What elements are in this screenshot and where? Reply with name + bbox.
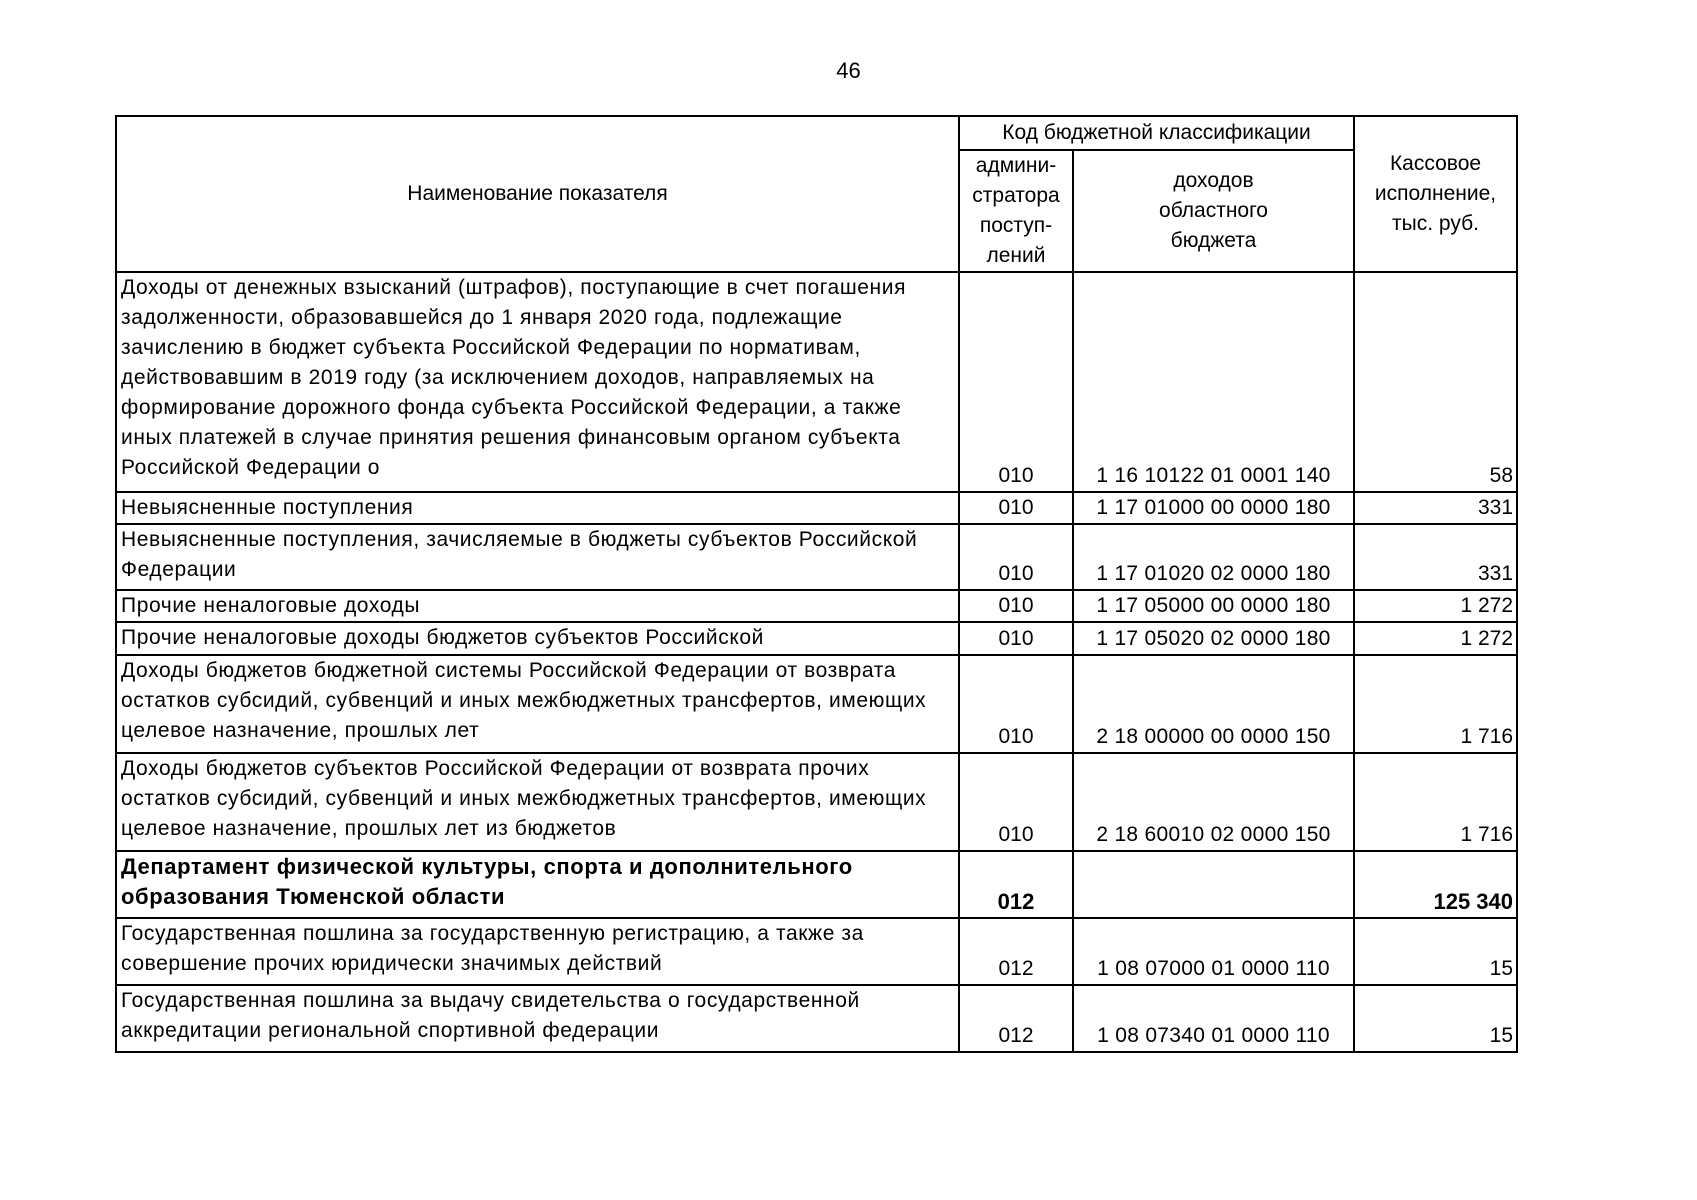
row-admin-code: 010	[959, 753, 1073, 851]
header-admin-line: админи-	[975, 154, 1057, 177]
row-amount: 58	[1354, 272, 1517, 492]
table-row-department	[116, 851, 1517, 918]
row-amount: 331	[1354, 524, 1517, 590]
row-budget-code: 1 17 01000 00 0000 180	[1073, 492, 1354, 524]
row-budget-code: 1 08 07340 01 0000 110	[1073, 985, 1354, 1052]
row-amount: 125 340	[1354, 851, 1517, 918]
table-row	[116, 272, 1517, 492]
row-admin-code: 012	[959, 851, 1073, 918]
row-amount: 1 272	[1354, 622, 1517, 655]
row-name: Доходы бюджетов субъектов Российской Федерации от возврата прочих остатков субсидий, субвенций и иных межбюджетных трансфертов, имеющих целевое назначение, прошлых лет из бюджетов	[116, 753, 959, 851]
table-row	[116, 590, 1517, 622]
table-row	[116, 985, 1517, 1052]
row-name: Доходы от денежных взысканий (штрафов), поступающие в счет погашения задолженности, образовавшейся до 1 января 2020 года, подлежащие зачислению в бюджет субъекта Российской Федерации по нормативам, действовавшим в 2019 году (за исключением доходов, направляемых на формирование дорожного фонда субъекта Российской Федерации, а также иных платежей в случае принятия решения финансовым органом субъекта Российской Федерации о	[116, 272, 959, 492]
row-name: Прочие неналоговые доходы	[116, 590, 959, 622]
row-admin-code: 010	[959, 622, 1073, 655]
row-name: Департамент физической культуры, спорта и дополнительного образования Тюменской области	[116, 851, 959, 918]
header-amount-column	[1354, 116, 1517, 272]
header-admin-column	[959, 150, 1073, 272]
row-admin-code: 010	[959, 590, 1073, 622]
row-name: Государственная пошлина за выдачу свидетельства о государственной аккредитации региональной спортивной федерации	[116, 985, 959, 1052]
table-header	[116, 116, 1517, 272]
header-admin-line: стратора	[972, 184, 1060, 207]
row-admin-code: 010	[959, 524, 1073, 590]
budget-table	[115, 115, 1518, 1053]
row-name: Доходы бюджетов бюджетной системы Российской Федерации от возврата остатков субсидий, субвенций и иных межбюджетных трансфертов, имеющих целевое назначение, прошлых лет	[116, 655, 959, 753]
row-amount: 331	[1354, 492, 1517, 524]
table-row	[116, 622, 1517, 655]
row-budget-code: 1 17 05020 02 0000 180	[1073, 622, 1354, 655]
table-row	[116, 753, 1517, 851]
header-admin-line: поступ-	[979, 214, 1053, 237]
row-budget-code	[1073, 851, 1354, 918]
header-amount-line: исполнение,	[1374, 182, 1497, 205]
row-amount: 1 716	[1354, 753, 1517, 851]
header-income-line: бюджета	[1170, 229, 1257, 252]
table-row	[116, 655, 1517, 753]
row-admin-code: 010	[959, 492, 1073, 524]
row-budget-code: 2 18 60010 02 0000 150	[1073, 753, 1354, 851]
row-amount: 1 716	[1354, 655, 1517, 753]
row-admin-code: 012	[959, 918, 1073, 985]
row-amount: 1 272	[1354, 590, 1517, 622]
header-income-line: областного	[1159, 199, 1268, 222]
row-admin-code: 012	[959, 985, 1073, 1052]
header-income-line: доходов	[1173, 169, 1254, 192]
header-amount-line: Кассовое	[1389, 152, 1482, 175]
row-admin-code: 010	[959, 655, 1073, 753]
table-row	[116, 492, 1517, 524]
row-budget-code: 1 08 07000 01 0000 110	[1073, 918, 1354, 985]
row-budget-code: 1 17 01020 02 0000 180	[1073, 524, 1354, 590]
header-amount-line: тыс. руб.	[1392, 212, 1479, 235]
table-body	[116, 272, 1517, 1052]
row-name: Государственная пошлина за государственную регистрацию, а также за совершение прочих юридически значимых действий	[116, 918, 959, 985]
row-amount: 15	[1354, 918, 1517, 985]
header-admin-line: лений	[986, 244, 1046, 267]
table-row	[116, 524, 1517, 590]
header-income-column	[1073, 150, 1354, 272]
table-row	[116, 918, 1517, 985]
row-name: Прочие неналоговые доходы бюджетов субъектов Российской	[116, 622, 959, 655]
row-name: Невыясненные поступления, зачисляемые в бюджеты субъектов Российской Федерации	[116, 524, 959, 590]
header-code-group: Код бюджетной классификации	[959, 116, 1354, 150]
page-number: 46	[836, 58, 861, 83]
row-amount: 15	[1354, 985, 1517, 1052]
row-admin-code: 010	[959, 272, 1073, 492]
row-budget-code: 2 18 00000 00 0000 150	[1073, 655, 1354, 753]
header-name-column: Наименование показателя	[116, 116, 959, 272]
row-name: Невыясненные поступления	[116, 492, 959, 524]
row-budget-code: 1 17 05000 00 0000 180	[1073, 590, 1354, 622]
row-budget-code: 1 16 10122 01 0001 140	[1073, 272, 1354, 492]
